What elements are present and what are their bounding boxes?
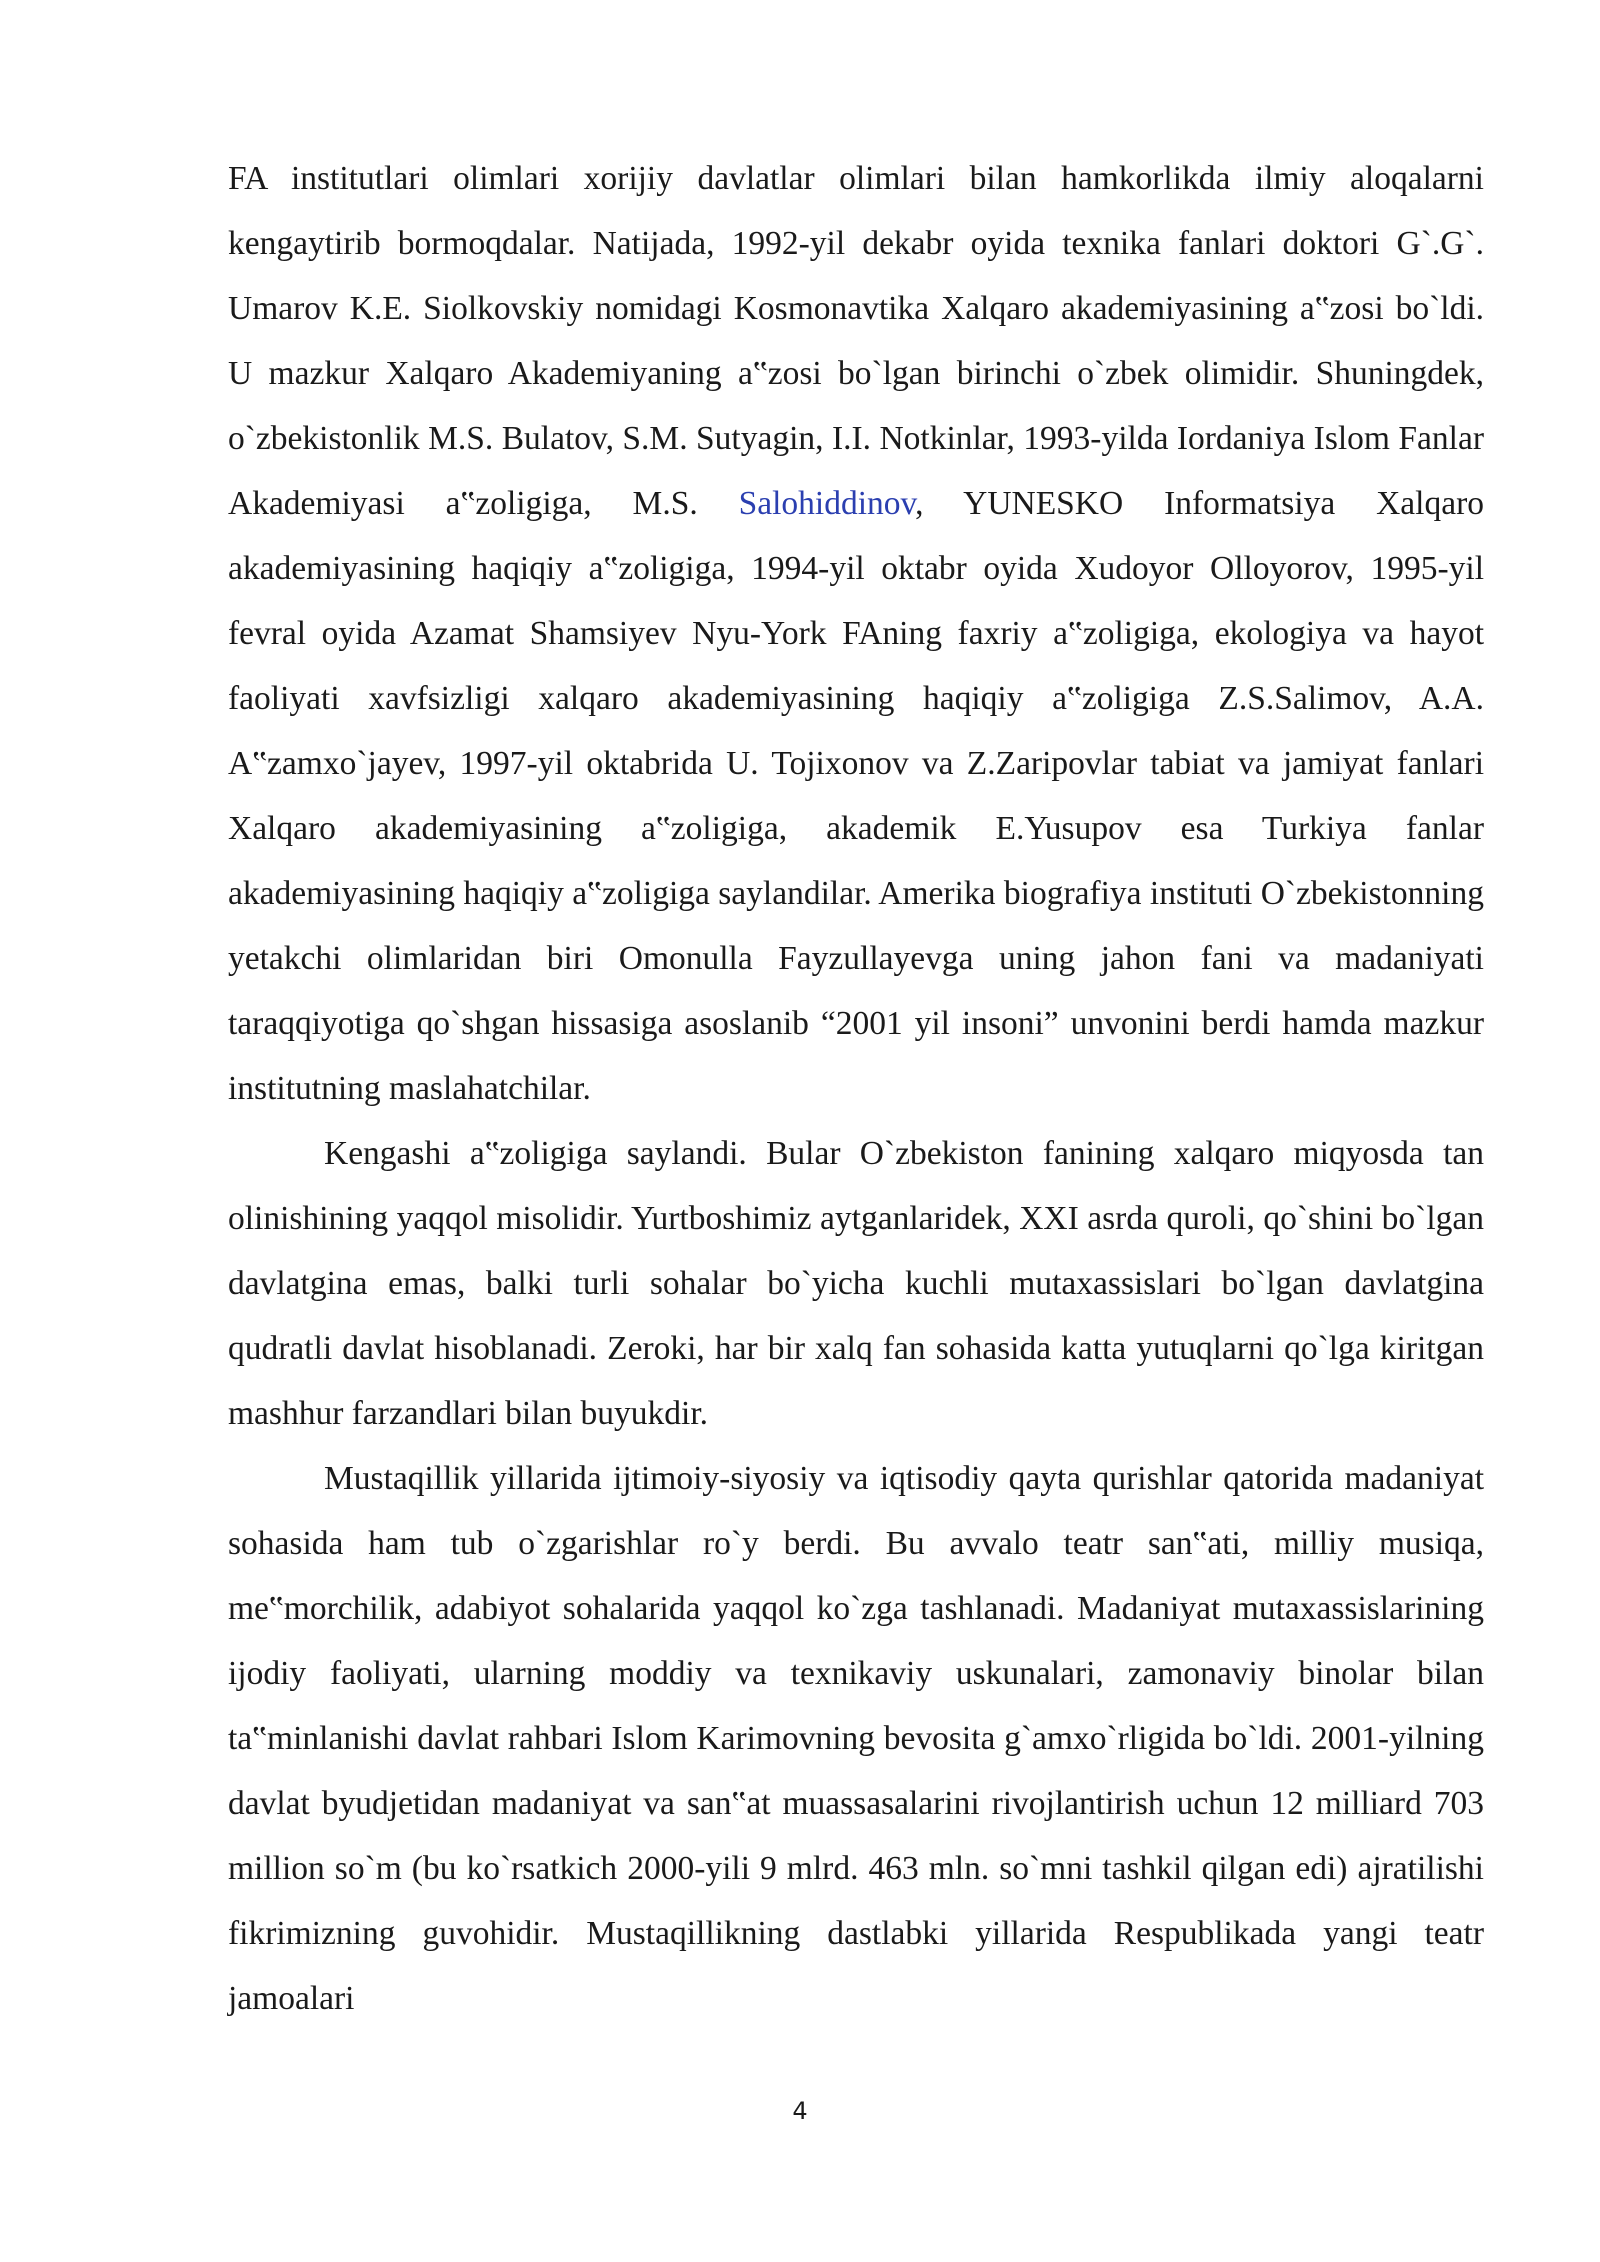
paragraph-3: Mustaqillik yillarida ijtimoiy-siyosiy va iqtisodiy qayta qurishlar qatorida madaniyat sohasida ham tub o`zgarishlar ro`y berdi. Bu avvalo teatr san‟ati, milliy musiqa, me‟morchilik, adabiyot sohalarida yaqqol ko`zga tashlanadi. Madaniyat mutaxassislarining ijodiy faoliyati, ularning moddiy va texnikaviy uskunalari, zamonaviy binolar bilan ta‟minlanishi davlat rahbari Islom Karimovning bevosita g`amxo`rligida bo`ldi. 2001-yilning davlat byudjetidan madaniyat va san‟at muassasalarini rivojlantirish uchun 12 milliard 703 million so`m (bu ko`rsatkich 2000-yili 9 mlrd. 463 mln. so`mni tashkil qilgan edi) ajratilishi fikrimizning guvohidir. Mustaqillikning dastlabki yillarida Respublikada yangi teatr jamoalari [228, 1460, 1484, 2017]
paragraph-1-text-start: FA institutlari olimlari xorijiy davlatlar olimlari bilan hamkorlikda ilmiy aloqalarni kengaytirib bormoqdalar. Natijada, 1992-yil dekabr oyida texnika fanlari doktori G`.G`. Umarov K.E. Siolkovskiy nomidagi Kosmonavtika Xalqaro akademiyasining a‟zosi bo`ldi. U mazkur Xalqaro Akademiyaning a‟zosi bo`lgan birinchi o`zbek olimidir. Shuningdek, o`zbekistonlik M.S. Bulatov, S.M. Sutyagin, I.I. Notkinlar, 1993-yilda Iordaniya Islom Fanlar Akademiyasi a‟zoligiga, M.S. [228, 160, 1484, 522]
page-number: 4 [792, 2097, 808, 2125]
document-body [228, 146, 1484, 2031]
paragraph-1 [228, 146, 1484, 1121]
paragraph-1-text-end: , YUNESKO Informatsiya Xalqaro akademiyasining haqiqiy a‟zoligiga, 1994-yil oktabr oyida Xudoyor Olloyorov, 1995-yil fevral oyida Azamat Shamsiyev Nyu-York FAning faxriy a‟zoligiga, ekologiya va hayot faoliyati xavfsizligi xalqaro akademiyasining haqiqiy a‟zoligiga Z.S.Salimov, A.A. A‟zamxo`jayev, 1997-yil oktabrida U. Tojixonov va Z.Zaripovlar tabiat va jamiyat fanlari Xalqaro akademiyasining a‟zoligiga, akademik E.Yusupov esa Turkiya fanlar akademiyasining haqiqiy a‟zoligiga saylandilar. Amerika biografiya instituti O`zbekistonning yetakchi olimlaridan biri Omonulla Fayzullayevga uning jahon fani va madaniyati taraqqiyotiga qo`shgan hissasiga asoslanib “2001 yil insoni” unvonini berdi hamda mazkur institutning maslahatchilar. [228, 485, 1485, 1107]
salohiddinov-link[interactable]: Salohiddinov [738, 485, 916, 522]
paragraph-2: Kengashi a‟zoligiga saylandi. Bular O`zbekiston fanining xalqaro miqyosda tan olinishining yaqqol misolidir. Yurtboshimiz aytganlaridek, XXI asrda quroli, qo`shini bo`lgan davlatgina emas, balki turli sohalar bo`yicha kuchli mutaxassislari bo`lgan davlatgina qudratli davlat hisoblanadi. Zeroki, har bir xalq fan sohasida katta yutuqlarni qo`lga kiritgan mashhur farzandlari bilan buyukdir. [228, 1135, 1484, 1432]
